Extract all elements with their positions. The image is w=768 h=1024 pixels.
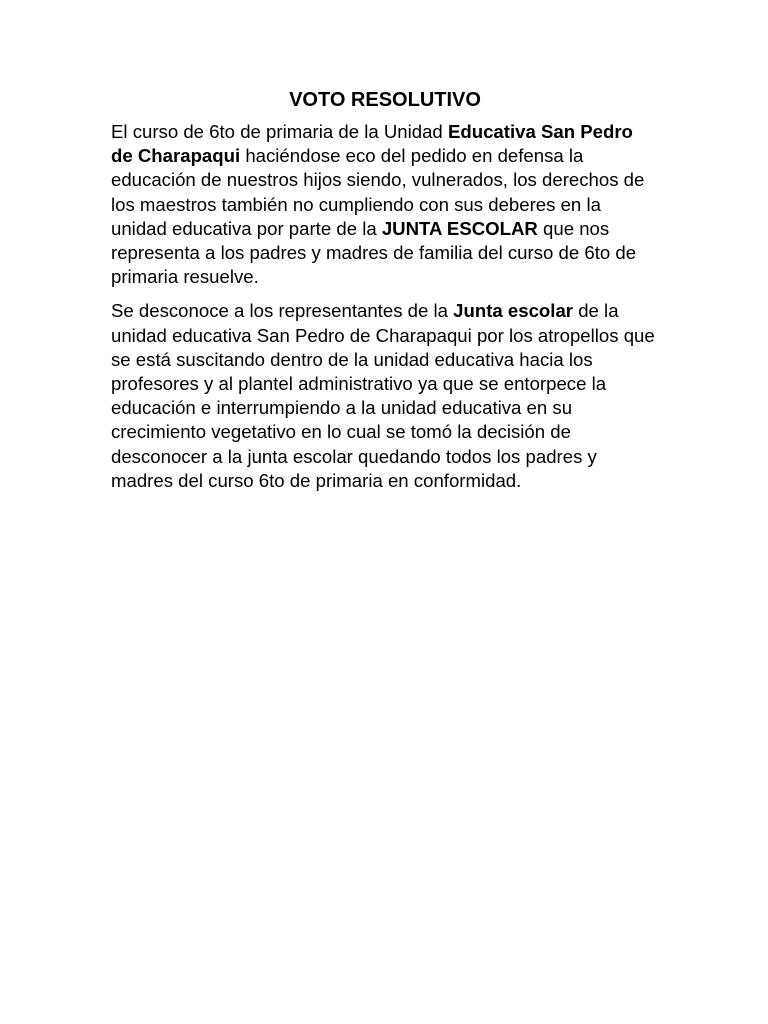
paragraph-2-text-b: de la unidad educativa San Pedro de Charapaqui por los atropellos que se está suscitando dentro de la unidad educativa hacia los profesores y al plantel administrativo ya que se entorpece la educación e interrumpiendo a la unidad educativa en su crecimiento vegetativo en lo cual se tomó la decisión de desconocer a la junta escolar quedando todos los padres y madres del curso 6to de primaria en conformidad. [111,300,655,491]
document-page [111,86,659,503]
paragraph-1-text-a: El curso de 6to de primaria de la Unidad [111,121,448,142]
paragraph-1-text-c: que nos representa a los padres y madres de familia del curso de 6to de primaria resuelve. [111,217,637,288]
paragraph-1-text-b: haciéndose eco del pedido en defensa la educación de nuestros hijos siendo, vulnerados, los derechos de los maestros también no cumpliendo con sus deberes en la unidad educativa por parte de la [111,145,645,239]
paragraph-2-text-a: Se desconoce a los representantes de la [111,300,454,322]
school-name-bold: Educativa San Pedro de Charapaqui [111,121,633,167]
junta-escolar-bold: JUNTA ESCOLAR [381,217,538,239]
paragraph-1 [111,120,659,289]
paragraph-2 [111,299,659,493]
document-title: VOTO RESOLUTIVO [289,89,481,111]
junta-escolar-bold-2: Junta escolar [453,300,574,322]
